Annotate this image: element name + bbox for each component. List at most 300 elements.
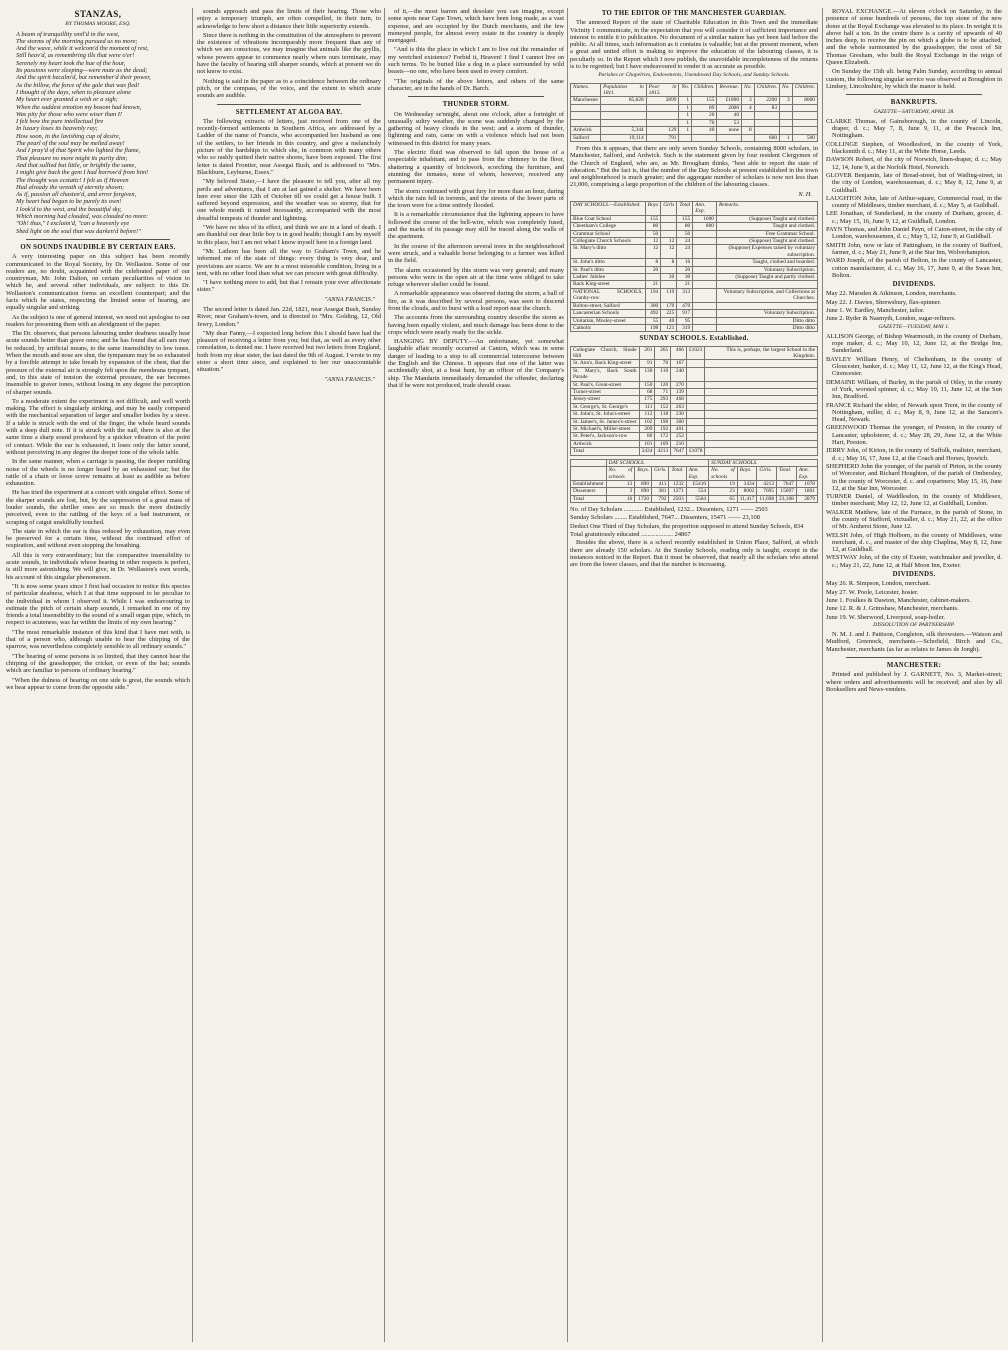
second-letter: "My dear Fanny,—I expected long before this I should have had the pleasure of receiving a letter from you; but that, as well as every other consolation, is denied me. I have received but two letters from England, both from my dear sister, the last dated the 9th of August. I wrote to my sister a short time since, and explained to her our unaccountable situation." (197, 329, 381, 374)
table-cell: 5564 (686, 495, 708, 502)
paragraph: "My beloved Sister,—I have the pleasure to tell you, after all my perils and adventures, that I am at last gained a shelter. We have been here ever since the 12th of October till we could get a house built. I suffered beyond expression, and the weather was so stormy, that for one whole month it rained incessantly, accompanied with the most dreadful tempests of thunder and lightning. (197, 178, 381, 222)
table-cell: 167 (671, 360, 687, 367)
paragraph: The accounts from the surrounding country describe the storm as having been equally violent, and much damage has been done to the crops which were nearly ready for the sickle. (388, 314, 564, 336)
table-row (571, 274, 818, 281)
table-cell: 917 (677, 310, 693, 317)
list-item: WARD Joseph, of the parish of Bolton, in the county of Lancaster, cotton manufacturer, d. c.; May 16, 17, June 9, at the Swan Inn, Bolton. (826, 257, 1002, 279)
essay-title: ON SOUNDS INAUDIBLE BY CERTAIN EARS. (20, 243, 176, 251)
table-cell: 1271 (669, 488, 686, 495)
table-cell: 8000 (792, 97, 817, 104)
poem-line: The pearl of the soul may be melted away! (16, 140, 125, 148)
table-cell: 80 (677, 223, 693, 230)
paragraph: "The hearing of some persons is so limited, that they cannot hear the chirping of the grasshopper, the cricket, or even of the bat; sounds which are familiar to persons of ordinary hearing." (6, 652, 190, 675)
table-cell (692, 134, 717, 141)
table-cell (693, 310, 717, 317)
gazette-heading: GAZETTE—TUESDAY, MAY 1. (878, 323, 950, 330)
table-cell (693, 302, 717, 309)
column-header: Children. (792, 83, 817, 97)
table-cell: 300 (671, 418, 687, 425)
table-cell (686, 396, 704, 403)
paragraph: The alarm occasioned by this storm was very general; and many persons who were in the open air at the time were obliged to take refuge wherever shelter could be found. (388, 266, 564, 289)
table-cell: £1023 (686, 346, 704, 360)
table-cell: 1 (679, 97, 692, 104)
table-cell (661, 281, 677, 288)
table-cell: 16 (677, 259, 693, 266)
table-cell: 129 (646, 127, 679, 134)
table-cell: 3 (742, 97, 755, 104)
table-cell: none (717, 127, 742, 134)
table-cell (705, 418, 818, 425)
table-cell (571, 104, 601, 111)
divider (846, 657, 982, 658)
table-cell: Voluntary Subscription. (716, 266, 817, 273)
column-header (571, 467, 607, 481)
paragraph: Since there is nothing in the constitution of the atmosphere to prevent the existence of vibrations incomparably more frequent than any of which we are conscious, we may imagine that animals like the gryllis, whose powers appear to commence nearly where ours terminate, may have the faculty of hearing still sharper sounds, which at present we do not know to exist. (197, 31, 381, 76)
table-cell: 5,344 (601, 127, 646, 134)
table-cell (661, 230, 677, 237)
table-cell: 175 (639, 396, 655, 403)
table-row (571, 104, 818, 111)
list-item: Deduct One Third of Day Scholars, the proportion supposed to attend Sunday Schools, 834 (570, 522, 804, 530)
column-header: No. (780, 83, 793, 97)
table-cell: 3 (606, 488, 635, 495)
column-header: Boys. (737, 467, 757, 481)
table-cell: 201 (639, 346, 655, 360)
table-cell (705, 448, 818, 455)
table-cell (686, 440, 704, 447)
table-cell: 24 (677, 245, 693, 259)
table-cell: 50 (645, 230, 660, 237)
table-cell: 209 (639, 426, 655, 433)
table-cell: 155 (645, 215, 660, 222)
table-cell: 12 (661, 238, 677, 245)
table-cell: 80 (639, 433, 655, 440)
column-header: Ann. Exp. (686, 467, 708, 481)
table-cell (693, 245, 717, 259)
table-header-row (571, 83, 818, 97)
list-item: May 22. J. Davies, Shrewsbury, flax-spinner. (826, 298, 941, 306)
list-item: June 1. Foulkes & Dawton, Manchester, cabinet-makers. (826, 596, 971, 604)
table-cell (686, 367, 704, 381)
gazette-heading: GAZETTE—SATURDAY, APRIL 28. (873, 108, 955, 115)
table-cell: 8002 (737, 488, 757, 495)
poem-title: STANZAS, (74, 9, 122, 19)
column-header: Children. (754, 83, 779, 97)
table-cell: 30 (661, 274, 677, 281)
table-cell: 198 (655, 418, 671, 425)
table-cell: 21 (677, 281, 693, 288)
table-cell (646, 104, 679, 111)
list-item: Sunday Scholars ........ Established, 7647... Dissenters, 15471 —— 23,108 (570, 514, 760, 522)
table-cell: Cheetham's College (571, 223, 646, 230)
first-letter (197, 178, 381, 293)
table-cell: Salford (571, 134, 601, 141)
list-item: Total gratuitously educated .................... 24867 (570, 531, 691, 539)
table-cell: 20 (692, 112, 717, 119)
table-cell: 800 (693, 223, 717, 230)
table-cell: Ardwick (571, 127, 601, 134)
divider (846, 94, 982, 95)
table-cell: 300 (645, 302, 660, 309)
table-cell: St. Jamee's, St. James's-street (571, 418, 640, 425)
table-cell: 1232 (669, 480, 686, 487)
dividends-title: DIVIDENDS. (892, 281, 936, 289)
table-cell: St. Mary's ditto (571, 245, 646, 259)
paragraph: The electric fluid was observed to fall upon the house of a respectable inhabitant, and to pass from the chimney to the floor, shattering a quantity of brickwork, scorching the furniture, and stunning the inmates, none of whom, however, received any permanent injury. (388, 149, 564, 186)
table-cell: Grammar School (571, 230, 646, 237)
table-cell (693, 238, 717, 245)
table-row (571, 215, 818, 222)
table-cell: 3434 (639, 448, 655, 455)
table-cell: 20 (645, 266, 660, 273)
table-cell: (Suppose) Expenses raised by voluntary subscription. (716, 245, 817, 259)
table-cell: NATIONAL SCHOOLS, Granby-row (571, 288, 646, 302)
table-cell: Unitarian, Mosley-street (571, 317, 646, 324)
table-cell: 110 (655, 367, 671, 381)
column-header: Boys (645, 202, 660, 216)
table-cell: 130 (639, 367, 655, 381)
column-header: Total. (777, 467, 797, 481)
table-cell (645, 274, 660, 281)
poem-line: I look'd to the west, and the beautiful sky, (16, 205, 122, 213)
table-cell (705, 360, 818, 367)
table-cell: 21 (645, 281, 660, 288)
paragraph: "When the dulness of hearing on one side is great, the sounds which we hear appear to come from the opposite side." (6, 676, 190, 691)
letter-signature: N. H. (798, 190, 812, 198)
table-row (571, 433, 818, 440)
letter-intro: The annexed Report of the state of Charitable Education in this Town and the immediate Vicinity I communicate, in the expectation that you will consider it of sufficient importance and interest to entitle it to publication. No document of a similar nature has yet been laid before the public. At all times, such information as it contains is valuable; but at the present moment, when a great and united effort is making to improve the education of the labouring classes, it is peculiarly so. In the Report which I now publish, the unavoidable incompleteness of the returns is to be regretted; but I have endeavoured to render it as accurate as possible. (570, 19, 818, 71)
list-item: ALLISON George, of Bishop Wearmouth, in the county of Durham, rope maker, d. c.; May 10, 12, June 12, at the Bridge Inn, Sunderland. (826, 332, 1002, 355)
poem-line: The thought was ecstatic! I felt as if Heaven (16, 176, 129, 184)
bankrupts-title: BANKRUPTS. (890, 99, 938, 107)
sunday-schools-table (570, 346, 818, 456)
column2-intro (197, 8, 381, 100)
list-item: May 22. Marsden & Atkinson, London, merchants. (826, 290, 957, 298)
table-cell (705, 389, 818, 396)
imprint-text: Printed and published by J. GARNETT, No. 3, Market-street; where orders and advertisements will be received; and also by all Booksellers and News-venders. (826, 671, 1002, 693)
table-cell (686, 403, 704, 410)
list-item: GLOVER Benjamin, late of Bread-street, but of Watling-street, in the city of London, warehouseman, d. c.; May 8, 12, June 9, at Guildhall. (826, 171, 1002, 194)
table-cell: 95 (677, 317, 693, 324)
table-cell: 270 (671, 381, 687, 388)
table-row (571, 480, 818, 487)
summary-blank (571, 459, 607, 466)
paragraph: "I have nothing more to add, but that I remain your ever affectionate sister." (197, 279, 381, 294)
table-cell (792, 127, 817, 134)
table-cell: Voluntary Subscription, and Collections at Churches. (716, 288, 817, 302)
table-cell: 89 (692, 104, 717, 111)
table-row (571, 119, 818, 126)
table-row (571, 448, 818, 455)
table-cell: 600 (754, 134, 779, 141)
table-cell: 4213 (757, 480, 777, 487)
table-cell (780, 112, 793, 119)
table-cell: Bolton-street, Salford (571, 302, 646, 309)
table-cell: 85,828 (601, 97, 646, 104)
table-row (571, 112, 818, 119)
paragraph: It is a remarkable circumstance that the lightning appears to have followed the course of the bell-wire, which was completely fused, and the marks of its passage may still be traced along the walls of the apartment. (388, 211, 564, 241)
table-cell: 19 (709, 480, 738, 487)
day-schools-table (570, 201, 818, 332)
table-cell: 80 (645, 223, 660, 230)
paragraph: sounds approach and pass the limits of their hearing. Those who enjoy a temporary triumph, are often compelled, in their turn, to acknowledge to how short a distance their little superiority extends. (197, 8, 381, 30)
paragraph: On Wednesday se'nnight, about one o'clock, after a fortnight of unusually sultry weather, the scene was suddenly changed by the gathering of heavy clouds in the west; and a storm of thunder, lightning and rain, came on with a violence which had not been witnessed in this district for many years. (388, 110, 564, 147)
table-cell: 71 (655, 389, 671, 396)
paragraph: "It is now some years since I first had occasion to notice this species of particular deafness, which I at that time supposed to be peculiar to the individual in whom I observed it. While I was endeavouring to estimate the pitch of certain sharp sounds, I remarked in one of my friends a total insensibility to the sound of a small organ pipe, which, in respect to acuteness, was far within the limits of my own hearing." (6, 582, 190, 627)
table-cell: 91 (639, 360, 655, 367)
table-cell: 7695 (757, 488, 777, 495)
table-cell: 411 (652, 480, 669, 487)
table-cell (661, 266, 677, 273)
table-cell: 40 (717, 112, 742, 119)
table-cell (754, 127, 779, 134)
summary-table (570, 459, 818, 503)
divider (217, 104, 361, 105)
bankrupts-list (826, 333, 1002, 569)
table-cell: 76 (655, 360, 671, 367)
imprint-title: MANCHESTER: (886, 662, 942, 670)
table-cell (693, 324, 717, 331)
table-cell (693, 266, 717, 273)
table-cell (571, 112, 601, 119)
table-cell: (Suppose) Taught and clothed. (716, 238, 817, 245)
list-item: DEMAINE William, of Burley, in the parish of Otley, in the county of York, worsted spinner, d. c.; May 10, 11, June 12, at the Sun Inn, Bradford. (826, 378, 1002, 401)
poem-line: When the saddest emotion my bosom had known, (16, 103, 142, 111)
list-item: COLLINGE Stephen, of Woodlesford, in the county of York, blacksmith d. c.; May 11, at the White Horse, Leeds. (826, 140, 1002, 156)
table-cell: 198 (645, 324, 660, 331)
table-cell (716, 281, 817, 288)
poem-line: Its passions were sleeping—were mute as the dead; (16, 67, 148, 75)
table-cell (693, 259, 717, 266)
poem-line: "Oh! thus," I exclaim'd, "can a heavenly eye (16, 220, 130, 228)
table-cell: 8 (661, 259, 677, 266)
column-header: Total (677, 202, 693, 216)
table-cell: 11,698 (757, 495, 777, 502)
table-cell: £1078 (686, 448, 704, 455)
table-cell: 8 (645, 259, 660, 266)
table-row (571, 223, 818, 230)
table-cell (686, 360, 704, 367)
list-item: WELSH John, of High Holborn, in the county of Middlesex, wine merchant, d. c., and master of the ship Chaplina, May 8, 12, June 12, at Guildhall. (826, 531, 1002, 554)
table-row (571, 426, 818, 433)
poem-line: Had already the wreath of eternity shown; (16, 183, 125, 191)
table-cell: 319 (677, 324, 693, 331)
table-cell: 3434 (737, 480, 757, 487)
table-row (571, 302, 818, 309)
list-item: FRANCE Richard the elder, of Newark upon Trent, in the county of Nottingham, miller, d. c.; May 8, 9, June 12, at the Saracen's Head, Newark. (826, 401, 1002, 424)
table-cell (686, 433, 704, 440)
poem-line: I might give back the gem I had borrow'd from him! (16, 169, 149, 177)
column-header: No. of schools (606, 467, 635, 481)
table-cell (686, 381, 704, 388)
totals-block (570, 506, 818, 538)
table-cell: 1720 (635, 495, 652, 502)
table-cell: St. Michael's, Miller-street (571, 426, 640, 433)
column-rule (192, 8, 193, 1342)
table-cell: This is, perhaps, the largest School in the Kingdom. (705, 346, 818, 360)
table-row (571, 230, 818, 237)
table-cell (601, 104, 646, 111)
table-cell: 112 (639, 411, 655, 418)
paragraph: "Mr. Lathom has been all the way to Graham's Town, and he informed me of the state of things: every thing is very dear, and provisions are scarce. We are in a most miserable condition, living in a tent, with no other food than what we can procure with great difficulty. (197, 247, 381, 277)
table-cell (705, 440, 818, 447)
table-cell: Ardwick (571, 440, 640, 447)
table-cell: 120 (655, 381, 671, 388)
paragraph: To a moderate extent the experiment is not difficult, and well worth making. The effect is singularly striking, and may be easily compared with the mechanical separation of larger and smaller bodies by a sieve. If a table is struck with the end of the finger, the whole heard sounds with a deep dull note. If it is struck with the nail, there is also at the same time a sharp sound produced by a quicker vibration of the point of contact. While the ear is exhausted, it loses only the latter sound, without perceiving in any degree the deeper tone of the whole table. (6, 397, 190, 456)
table-cell: 19,114 (601, 134, 646, 141)
poem-line: How soon, in the lavishing cup of desire, (16, 132, 121, 140)
table-cell: (Suppose) Taught and clothed. (716, 215, 817, 222)
table-cell: St. Paul's, Great-street (571, 381, 640, 388)
paragraph: All this is very extraordinary; but the comparative insensibility to acute sounds, in individuals whose hearing in other respects is perfect, is still more astonishing. We will give, in Dr. Wollaston's own words, his account of this singular phenomenon. (6, 551, 190, 581)
list-item: CLARKE Thomas, of Gainsborough, in the county of Lincoln, draper, d. c.; May 7, 8, June 9, 11, at the Peacock Inn, Nottingham. (826, 117, 1002, 140)
table-cell (705, 381, 818, 388)
paragraph: "The originals of the above letters, and others of the same character, are in the hands of Dr. Barch. (388, 77, 564, 92)
settlement-title: SETTLEMENT AT ALGOA BAY. (235, 108, 343, 116)
table-cell (705, 426, 818, 433)
poem-line: And that sullied but little, or brightly the same, (16, 161, 136, 169)
poem-line: In luxury loses its heavenly ray; (16, 125, 98, 133)
table1-caption: Parishes or Chapelries, Endowments, Unendowed Day Schools, and Sunday Schools. (598, 72, 790, 79)
table-cell: 2200 (754, 97, 779, 104)
table-cell: 890 (635, 488, 652, 495)
table-cell (742, 134, 755, 141)
table-cell: Manchester (571, 97, 601, 104)
table-cell: St. Ann's, Back King-street (571, 360, 640, 367)
table-cell (792, 112, 817, 119)
divider (408, 96, 544, 97)
table-cell: 23,108 (777, 495, 797, 502)
table-cell: 265 (655, 346, 671, 360)
table-cell (686, 389, 704, 396)
table-cell (693, 281, 717, 288)
storm-title: THUNDER STORM. (442, 101, 510, 109)
table-cell: 4 (742, 104, 755, 111)
column-header: Revenue. (717, 83, 742, 97)
table-cell (754, 119, 779, 126)
paragraph: "The most remarkable instance of this kind that I have met with, is that of a person who, although unable to hear the chirping of the sparrow, was nevertheless completely sensible to all ordinary sounds." (6, 628, 190, 651)
list-item: June 1. W. Eardley, Manchester, tailor. (826, 306, 925, 314)
table-row (571, 134, 818, 141)
table-cell: 55 (645, 317, 660, 324)
table-cell: 1600 (693, 215, 717, 222)
table-cell: Total (571, 495, 607, 502)
table-cell: 12 (645, 238, 660, 245)
table-cell: Ditto ditto (716, 324, 817, 331)
table-cell (571, 119, 601, 126)
settlement-intro: The following extracts of letters, just received from one of the recently-formed settlements in Southern Africa, are addressed by a Ladder of the name of Francis, who accompanied her husband as one of the settlers, to her friends in this country, and give a melancholy picture of the hardships to which she, in common with many others who so rashly quitted their native shores, have been exposed. The first letter is dated Frontier, near Assegai Bush, and is addressed to "Mrs. Blackburn, Leyburne, Essex." (197, 117, 381, 176)
storm-article (388, 111, 564, 390)
list-item: BAYLEY William Henry, of Cheltenham, in the county of Gloucester, banker, d. c.; May 11, 12, June 12, at the King's Head, Cirencester. (826, 355, 1002, 378)
column-rule (822, 8, 823, 1342)
list-item: May 27. W. Poole, Leicester, hosier. (826, 588, 919, 596)
table-cell: 15697 (777, 488, 797, 495)
poem-author: BY THOMAS MOORE, ESQ. (65, 21, 131, 28)
table-cell: 50 (677, 230, 693, 237)
table-row (571, 288, 818, 302)
table-cell (717, 134, 742, 141)
table-cell: 155 (677, 215, 693, 222)
table-row (571, 324, 818, 331)
table-cell: St. Paul's ditto (571, 266, 646, 273)
table-row (571, 310, 818, 317)
list-item: WESTWAY John, of the city of Exeter, watchmaker and jeweller, d. c.; May 21, 22, June 12, at Half Moon Inn, Exeter. (826, 554, 1002, 569)
table-cell (716, 302, 817, 309)
table-cell (693, 288, 717, 302)
exchange-paragraph: ROYAL EXCHANGE.—At eleven o'clock on Saturday, in the presence of some hundreds of persons, the top stone of the new dome at the Royal Exchange was elevated to its place. In weight it is above half a ton. In the centre there is a cavity of upwards of 40 inches deep, to receive the pin on which a globe is to be attached, and the whole surmounted by the grasshopper, the crest of Sir Thomas Gresham, who built the Royal Exchange in the reign of Queen Elizabeth. (826, 8, 1002, 67)
table-row (571, 488, 818, 495)
column-header: No. of schools (709, 467, 738, 481)
column-4 (570, 8, 818, 1342)
table-cell: 40 (661, 317, 677, 324)
table-cell (742, 119, 755, 126)
dividends-list (826, 290, 1002, 322)
table-cell (679, 134, 692, 141)
table-cell: 3 (780, 97, 793, 104)
table-cell: 111 (639, 403, 655, 410)
table-cell (705, 396, 818, 403)
table-cell: Ditto ditto (716, 317, 817, 324)
paragraph: Nothing is said in the paper as to a coincidence between the ordinary pitch, or the compass, of the voice, and the extent to which acute sounds are audible. (197, 77, 381, 100)
table-cell: 1 (679, 127, 692, 134)
poem-line: The storms of the morning pursued us no more; (16, 37, 138, 45)
table-cell (780, 127, 793, 134)
list-item: No. of Day Scholars ............ Established, 1232... Dissenters, 1271 —— 2503 (570, 506, 768, 514)
paragraph: In the course of the afternoon several trees in the neighbourhood were struck, and a valuable horse belonging to a farmer was killed in the field. (388, 242, 564, 265)
poem-line: That pleasure no more might its purity dim; (16, 154, 128, 162)
poem-line: And I pray'd of that Spirit who lighted the flame, (16, 147, 141, 155)
column-header: No. (742, 83, 755, 97)
table-row (571, 238, 818, 245)
list-item: DAWSON Robert, of the city of Norwich, linen-draper, d. c.; May 12, 14, June 9, at the Norfolk Hotel, Norwich. (826, 156, 1002, 171)
table-cell (705, 433, 818, 440)
table-cell: 1 (679, 104, 692, 111)
paragraph: "We have no idea of its effect, and think we are in a land of death. I am thankful our dear little boy is in good health; though I am by myself in this place, but I am not what I know myself here in a foreign land. (197, 224, 381, 246)
table-cell: 119 (661, 288, 677, 302)
table-row (571, 245, 818, 259)
table-row (571, 389, 818, 396)
poem-line: And the wave, while it welcom'd the moment of rest, (16, 45, 149, 53)
table-cell: 102 (639, 418, 655, 425)
table-cell: (Suppose) Taught and partly clothed. (716, 274, 817, 281)
list-item: JERRY John, of Kirton, in the county of Suffolk, maltster, merchant, d. c.; May 16, 17, June 12, at the Coach and Horses, Ipswich. (826, 447, 1002, 462)
poem-line: My heart had begun to be purely its own! (16, 198, 122, 206)
table-cell (661, 223, 677, 230)
table-cell: 470 (677, 302, 693, 309)
poem-line: Serenely my heart took the hue of the hour, (16, 59, 126, 67)
table-row (571, 403, 818, 410)
table-cell: Catholic (571, 324, 646, 331)
table-cell: 500 (792, 134, 817, 141)
table-cell: 2503 (669, 495, 686, 502)
table-cell (754, 112, 779, 119)
table-cell: 12 (645, 245, 660, 259)
column-header: DAY SCHOOLS.—Established. (571, 202, 646, 216)
table-cell: 192 (655, 426, 671, 433)
bankrupts-list (826, 118, 1002, 279)
list-item: SMITH John, now or late of Pattingham, in the county of Stafford, farmer, d. c.; May 21, June 9, at the Star Inn, Wolverhampton. (826, 241, 1002, 256)
list-item: WALKER Matthew, late of the Furnace, in the parish of Stone, in the county of Stafford, victualler, d. c.; May 21, 22, at the office of Mr. Amherst Stone, June 12. (826, 508, 1002, 531)
table-cell: 4213 (655, 448, 671, 455)
table-cell: 210 (671, 440, 687, 447)
column-5 (826, 8, 1002, 1342)
table-row (571, 418, 818, 425)
table-row (571, 360, 818, 367)
table-row (571, 266, 818, 273)
table-cell (705, 403, 818, 410)
table-cell: 24 (677, 238, 693, 245)
letter-signature: "ANNA FRANCIS." (324, 375, 375, 383)
